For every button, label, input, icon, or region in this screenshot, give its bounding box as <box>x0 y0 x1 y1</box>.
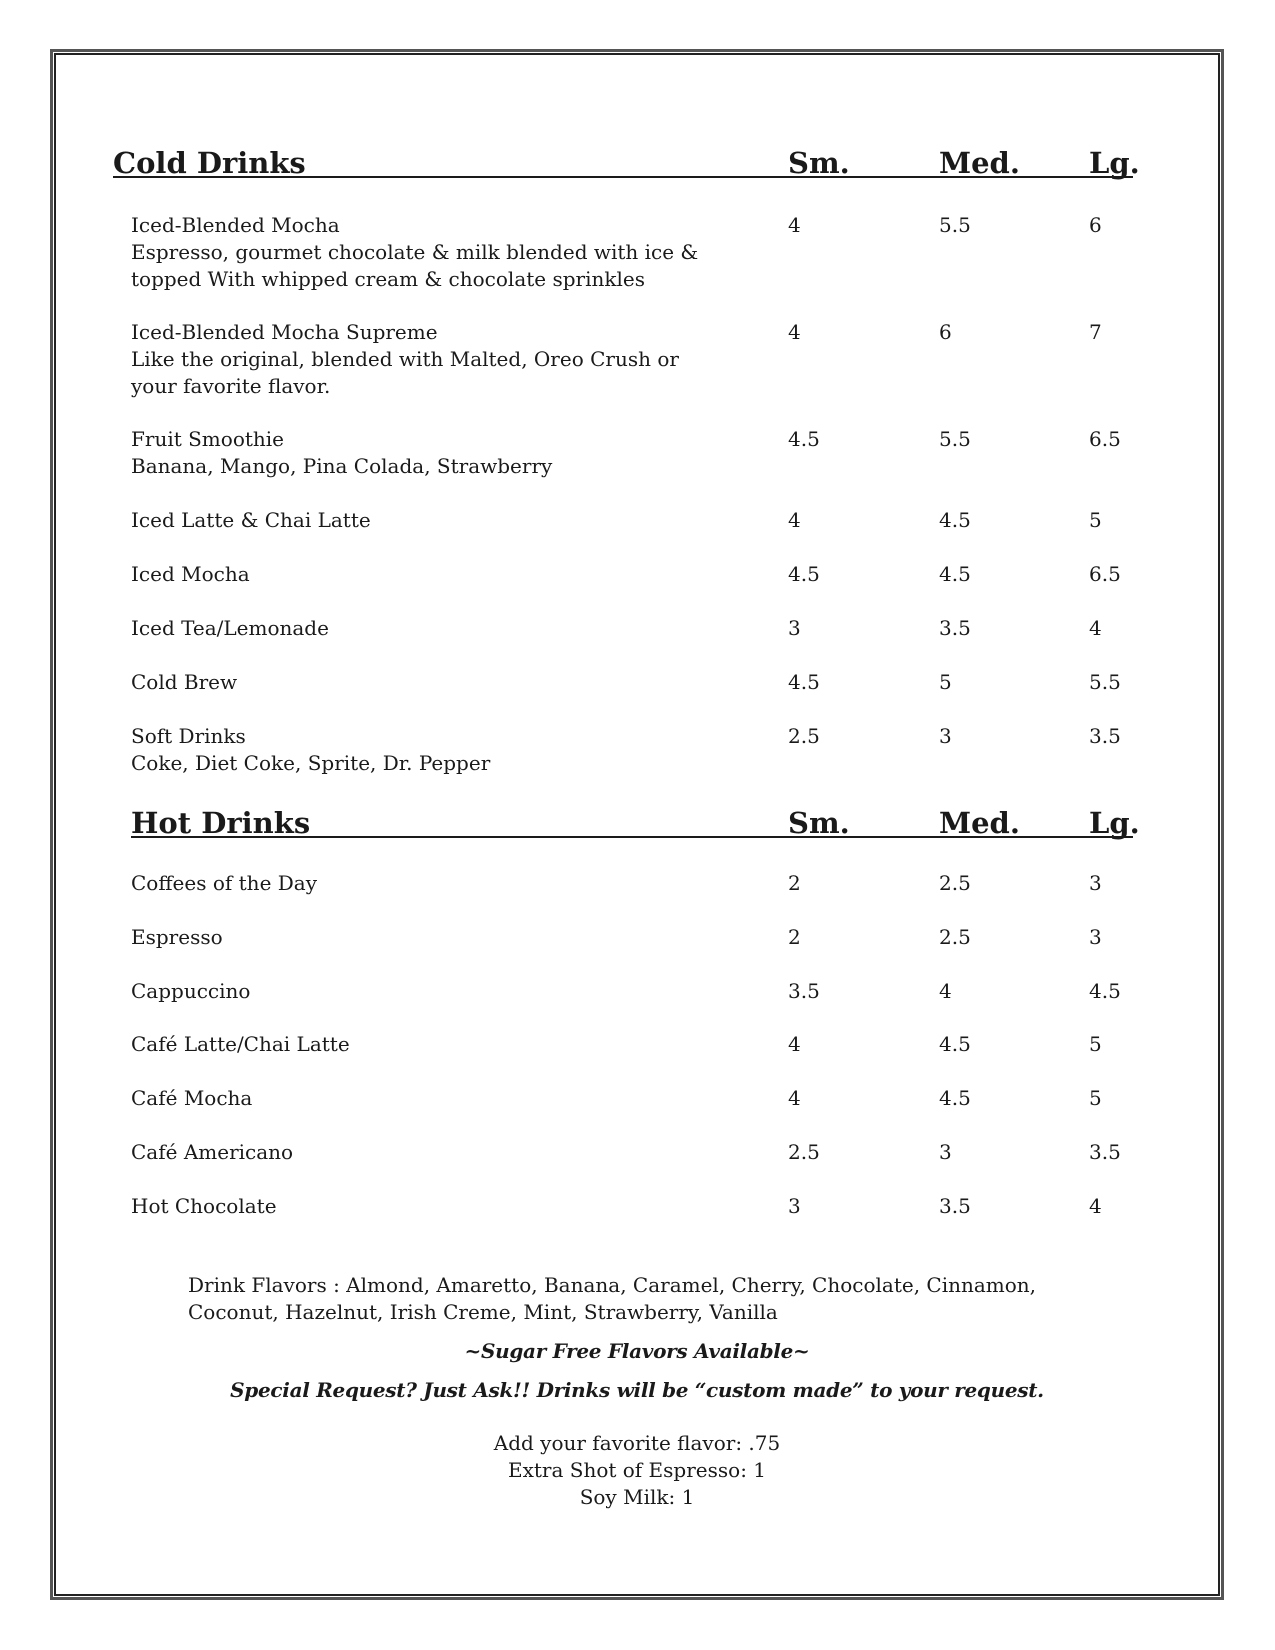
item-description: Espresso, gourmet chocolate & milk blended with ice & topped With whipped cream & chocolate sprinkles <box>131 240 699 291</box>
price-medium: 2.5 <box>939 925 971 949</box>
cold-drinks-header <box>113 138 1140 180</box>
price-large: 3 <box>1089 871 1102 895</box>
price-medium: 3.5 <box>939 1194 971 1218</box>
price-small: 4 <box>788 508 801 532</box>
price-medium: 4.5 <box>939 1032 971 1056</box>
price-medium: 2.5 <box>939 871 971 895</box>
item-name: Café Americano <box>131 1140 294 1164</box>
price-small: 4 <box>788 1032 801 1056</box>
item-description: Banana, Mango, Pina Colada, Strawberry <box>131 454 553 478</box>
cold-drinks-title: Cold Drinks <box>113 146 306 180</box>
price-large: 5 <box>1089 1032 1102 1056</box>
item-name: Cappuccino <box>131 979 251 1003</box>
hot-size-small: Sm. <box>788 806 850 840</box>
price-small: 4.5 <box>788 670 820 694</box>
cold-size-large: Lg. <box>1089 146 1140 180</box>
price-large: 6.5 <box>1089 427 1121 451</box>
drink-flavors-list: Drink Flavors : Almond, Amaretto, Banana, Caramel, Cherry, Chocolate, Cinnamon, Coconut, Hazelnut, Irish Creme, Mint, Strawberry, Vanilla <box>188 1273 1037 1324</box>
item-name: Soft Drinks <box>131 724 246 748</box>
price-large: 4 <box>1089 1194 1102 1218</box>
price-small: 2 <box>788 871 801 895</box>
item-name: Iced-Blended Mocha <box>131 213 340 237</box>
item-name: Espresso <box>131 925 223 949</box>
price-large: 5.5 <box>1089 670 1121 694</box>
item-name: Hot Chocolate <box>131 1194 277 1218</box>
price-medium: 4.5 <box>939 562 971 586</box>
price-small: 3 <box>788 616 801 640</box>
item-name: Coffees of the Day <box>131 871 318 895</box>
price-small: 4 <box>788 320 801 344</box>
menu-item <box>131 1085 1141 1112</box>
hot-size-large: Lg. <box>1089 806 1140 840</box>
cold-size-small: Sm. <box>788 146 850 180</box>
menu-item <box>131 507 1141 534</box>
price-large: 4.5 <box>1089 979 1121 1003</box>
menu-item <box>131 723 1141 777</box>
price-large: 5 <box>1089 1086 1102 1110</box>
price-small: 4 <box>788 213 801 237</box>
menu-item <box>131 1031 1141 1058</box>
sugar-free-note: ~Sugar Free Flavors Available~ <box>464 1339 810 1363</box>
item-description: Like the original, blended with Malted, Oreo Crush or your favorite flavor. <box>131 347 679 398</box>
item-name: Iced Latte & Chai Latte <box>131 508 371 532</box>
menu-item <box>131 212 1141 293</box>
price-large: 6.5 <box>1089 562 1121 586</box>
menu-item <box>131 1139 1141 1166</box>
hot-drinks-header <box>131 798 1140 840</box>
price-small: 4.5 <box>788 427 820 451</box>
price-small: 3.5 <box>788 979 820 1003</box>
price-medium: 3 <box>939 724 952 748</box>
hot-drinks-title: Hot Drinks <box>131 806 311 840</box>
item-name: Café Mocha <box>131 1086 253 1110</box>
price-small: 2 <box>788 925 801 949</box>
price-large: 7 <box>1089 320 1102 344</box>
soy-milk-price: Soy Milk: 1 <box>579 1485 695 1509</box>
item-name: Iced Mocha <box>131 562 250 586</box>
item-name: Cold Brew <box>131 670 238 694</box>
price-medium: 3 <box>939 1140 952 1164</box>
price-medium: 4.5 <box>939 508 971 532</box>
item-description: Coke, Diet Coke, Sprite, Dr. Pepper <box>131 751 491 775</box>
price-large: 3.5 <box>1089 1140 1121 1164</box>
price-large: 4 <box>1089 616 1102 640</box>
price-small: 4.5 <box>788 562 820 586</box>
price-small: 2.5 <box>788 1140 820 1164</box>
item-name: Café Latte/Chai Latte <box>131 1032 350 1056</box>
price-small: 4 <box>788 1086 801 1110</box>
price-medium: 5.5 <box>939 427 971 451</box>
item-name: Iced Tea/Lemonade <box>131 616 329 640</box>
extra-flavor-price: Add your favorite flavor: .75 <box>493 1431 781 1455</box>
price-large: 6 <box>1089 213 1102 237</box>
hot-size-medium: Med. <box>939 806 1020 840</box>
item-name: Iced-Blended Mocha Supreme <box>131 320 438 344</box>
menu-item <box>131 319 1141 400</box>
price-medium: 6 <box>939 320 952 344</box>
special-request-note: Special Request? Just Ask!! Drinks will be “custom made” to your request. <box>230 1378 1044 1402</box>
item-name: Fruit Smoothie <box>131 427 285 451</box>
menu-item <box>131 561 1141 588</box>
menu-item <box>131 426 1141 480</box>
price-small: 3 <box>788 1194 801 1218</box>
menu-item <box>131 870 1141 897</box>
price-medium: 5 <box>939 670 952 694</box>
price-medium: 4.5 <box>939 1086 971 1110</box>
menu-item <box>131 1193 1141 1220</box>
cold-size-medium: Med. <box>939 146 1020 180</box>
menu-item <box>131 615 1141 642</box>
price-medium: 4 <box>939 979 952 1003</box>
extra-shot-price: Extra Shot of Espresso: 1 <box>507 1458 767 1482</box>
price-large: 5 <box>1089 508 1102 532</box>
price-small: 2.5 <box>788 724 820 748</box>
menu-item <box>131 978 1141 1005</box>
price-medium: 5.5 <box>939 213 971 237</box>
price-medium: 3.5 <box>939 616 971 640</box>
price-large: 3 <box>1089 925 1102 949</box>
price-large: 3.5 <box>1089 724 1121 748</box>
menu-item <box>131 924 1141 951</box>
menu-item <box>131 669 1141 696</box>
